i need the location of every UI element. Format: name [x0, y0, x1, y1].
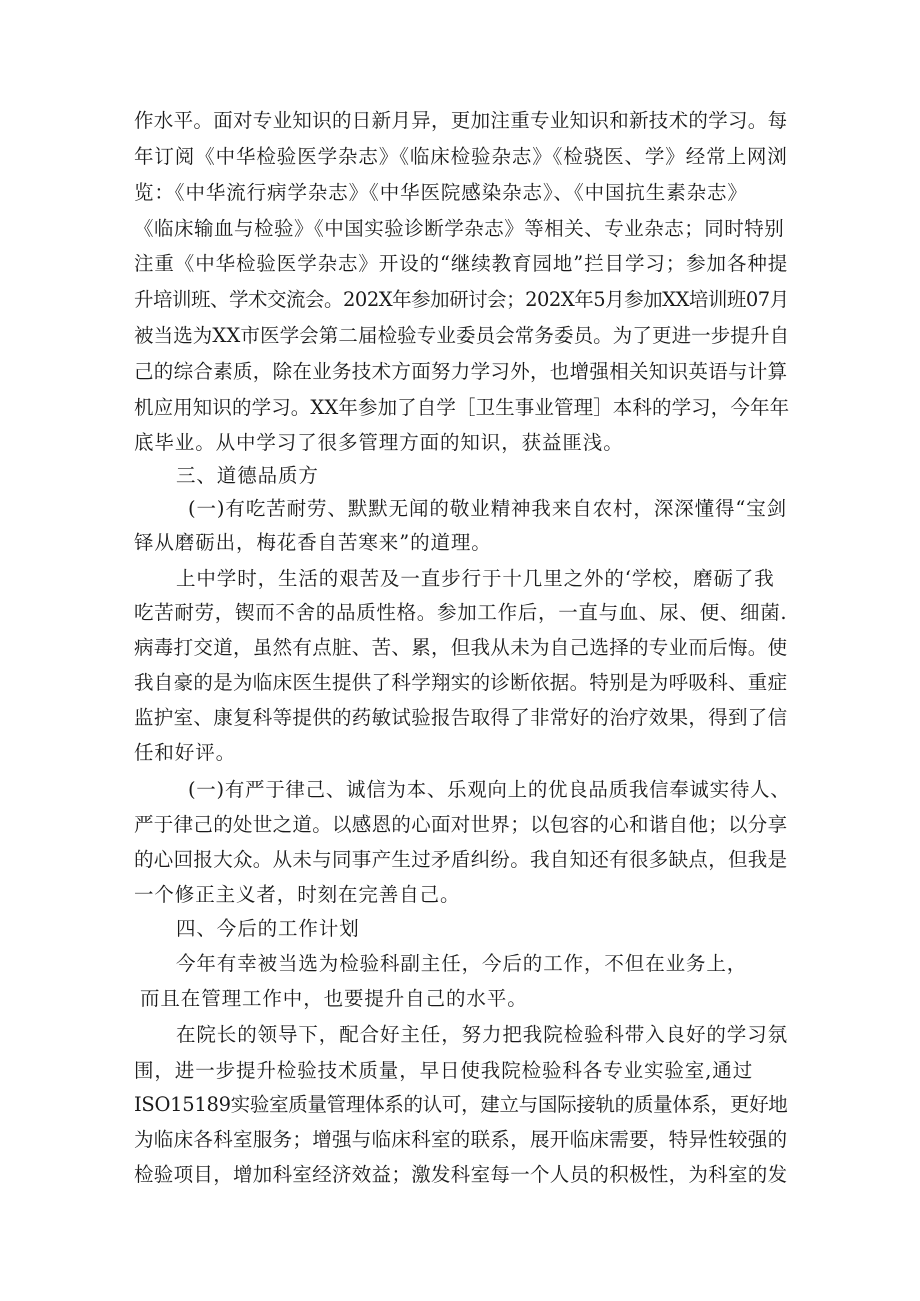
text-line: 览：《中华流行病学杂志》《中华医院感染杂志》、《中国抗生素杂志》 — [134, 181, 748, 204]
text-line: 我自豪的是为临床医生提供了科学翔实的诊断依据。特别是为呼吸科、重症 — [134, 671, 788, 694]
text-line: 升培训班、学术交流会。202X年参加研讨会；202X年5月参加XX培训班07月 — [134, 288, 789, 311]
text-line: 监护室、康复科等提供的药敏试验报告取得了非常好的治疗效果，得到了信 — [134, 706, 788, 729]
text-line: 严于律己的处世之道。以感恩的心面对世界；以包容的心和谐自他；以分享 — [134, 813, 788, 836]
text-line: 围，进一步提升检验技术质量，早日使我院检验科各专业实验室,通过 — [134, 1059, 754, 1082]
text-line: (一)有严于律己、诚信为本、乐观向上的优良品质我信奉诚实待人、 — [188, 778, 791, 801]
text-line: 病毒打交道，虽然有点脏、苦、累，但我从未为自己选择的专业而后悔。使 — [134, 636, 788, 659]
text-line: 己的综合素质，除在业务技术方面努力学习外，也增强相关知识英语与计算 — [134, 360, 788, 383]
text-line: (一)有吃苦耐劳、默默无闻的敬业精神我来自农村，深深懂得“宝剑 — [188, 497, 788, 520]
text-line: 吃苦耐劳，锲而不舍的品质性格。参加工作后，一直与血、尿、便、细菌. — [134, 601, 788, 624]
section-heading: 三、道德品质方 — [176, 464, 319, 487]
text-line: ISO15189实验室质量管理体系的认可，建立与国际接轨的质量体系，更好地 — [134, 1093, 788, 1116]
text-line: 被当选为XX市医学会第二届检验专业委员会常务委员。为了更进一步提升自 — [134, 324, 790, 347]
text-line: 上中学时，生活的艰苦及一直步行于十几里之外的‘学校，磨砺了我 — [176, 567, 775, 590]
text-line: 铎从磨砺出，梅花香自苦寒来”的道理。 — [134, 531, 492, 554]
text-line: 注重《中华检验医学杂志》开设的“继续教育园地”拦目学习；参加各种提 — [134, 252, 789, 275]
text-line: 底毕业。从中学习了很多管理方面的知识，获益匪浅。 — [134, 431, 624, 454]
text-line: 在院长的领导下，配合好主任，努力把我院检验科带入良好的学习氛 — [176, 1023, 789, 1046]
text-line: 机应用知识的学习。XX年参加了自学［卫生事业管理］本科的学习，今年年 — [134, 396, 790, 419]
text-line: 今年有幸被当选为检验科副主任，今后的工作，不但在业务上， — [176, 952, 748, 975]
text-line: 为临床各科室服务；增强与临床科室的联系，展开临床需要，特异性较强的 — [134, 1128, 788, 1151]
section-heading: 四、今后的工作计划 — [176, 917, 360, 940]
text-line: 作水平。面对专业知识的日新月异，更加注重专业知识和新技术的学习。每 — [134, 109, 788, 132]
text-line: 任和好评。 — [134, 741, 237, 764]
text-line: 检验项目，增加科室经济效益；激发科室每一个人员的积极性，为科室的发 — [134, 1163, 788, 1186]
text-line: 的心回报大众。从未与同事产生过矛盾纠纷。我自知还有很多缺点，但我是 — [134, 848, 788, 871]
text-line: 一个修正主义者，时刻在完善自己。 — [134, 883, 461, 906]
text-line: 而且在管理工作中，也要提升自己的水平。 — [140, 987, 528, 1010]
text-line: 《临床输血与检验》《中国实验诊断学杂志》等相关、专业杂志；同时特别 — [134, 217, 785, 240]
text-line: 年订阅《中华检验医学杂志》《临床检验杂志》《检骁医、学》经常上网浏 — [134, 145, 788, 168]
